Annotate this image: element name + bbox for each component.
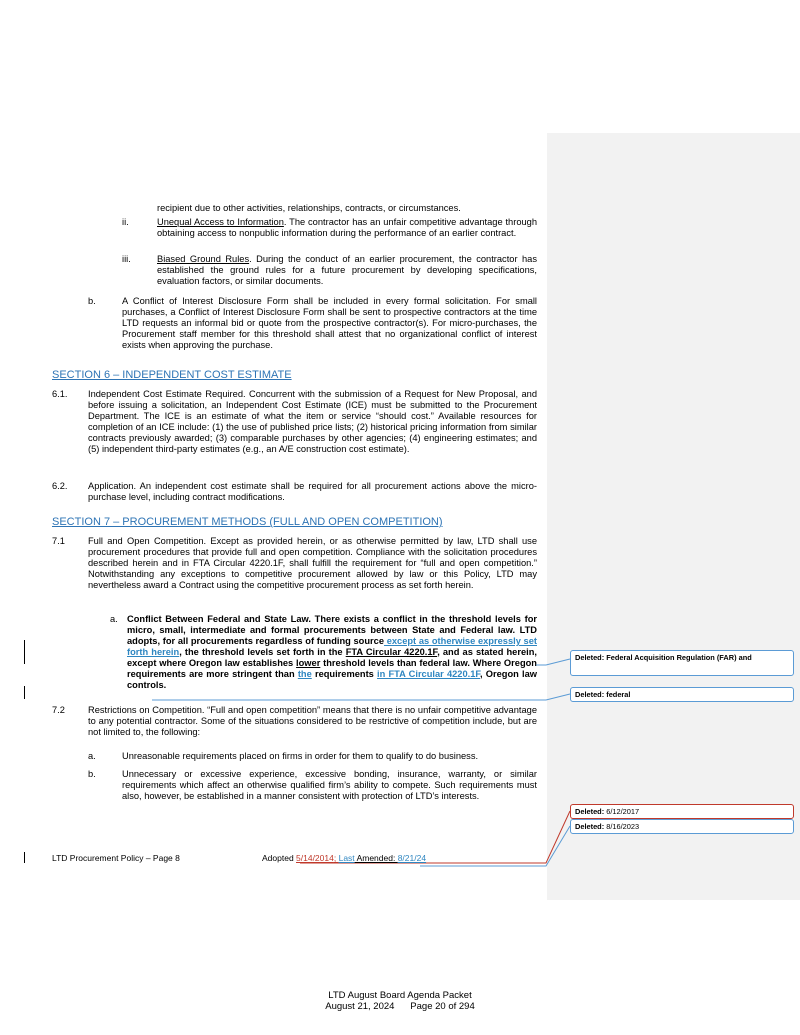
item-text: . The contractor has an unfair competitive advantage through obtaining access to nonpublic information during the performance of an earlier contract. — [157, 217, 538, 238]
packet-date: August 21, 2024 — [325, 1001, 395, 1012]
footer-adopted — [262, 853, 426, 863]
deleted-comment-balloon[interactable] — [570, 819, 794, 834]
text-run: , Oregon law controls. — [127, 669, 537, 690]
full-open-competition-paragraph: Full and Open Competition. Except as provided herein, or as otherwise permitted by law, LTD shall use procurement procedures that provide full and open competition. Compliance with the solicitation procedures described herein and in FTA Circular 4220.1F, shall fulfill the requirement for “full and open competition.” Notwithstanding any exceptions to competitive procurement allowed by law or this Policy, LTD may nevertheless award a Contract using the competitive procurement process as set forth herein. — [88, 536, 537, 590]
adopted-date: 5/14/2014 — [296, 853, 334, 863]
item-title: Unequal Access to Information — [157, 217, 284, 227]
continuation-line: recipient due to other activities, relationships, contracts, or circumstances. — [157, 203, 461, 213]
para-num-a: a. — [110, 614, 118, 624]
text-run: Amended: — [354, 853, 398, 863]
comment-text: Federal Acquisition Regulation (FAR) and — [606, 653, 752, 662]
comment-label: Deleted: — [575, 822, 605, 831]
packet-date-page — [0, 1001, 800, 1012]
text-run: , the threshold levels set forth in the — [179, 647, 346, 657]
fta-circular-ref: FTA Circular 4220.1F — [345, 647, 438, 657]
ice-required-paragraph: Independent Cost Estimate Required. Concurrent with the submission of a Request for New Proposal, and before issuing a solicitation, an Independent Cost Estimate (ICE) must be submitted to the Procurement Department. The ICE is an estimate of what the item or service “should cost.” Available resources for completion of an ICE include: (1) the use of published price lists; (2) historical pricing information from similar contracts previously awarded; (3) comparable purchases by other agencies; (4) engineering estimates; and (5) independent third-party estimates (e.g., an A/E construction cost estimate). — [88, 389, 537, 454]
section-6-heading[interactable]: SECTION 6 – INDEPENDENT COST ESTIMATE — [52, 369, 292, 381]
comment-text: 8/16/2023 — [606, 822, 640, 831]
restrictions-paragraph: Restrictions on Competition. “Full and open competition” means that there is no unfair competitive advantage to any potential contractor. Some of the situations considered to be restrictive of competition include, but are not limited to, the following: — [88, 705, 537, 737]
deleted-comment-balloon[interactable] — [570, 804, 794, 819]
text-run: threshold levels than federal law. Where Oregon requirements are more stringent than — [127, 658, 537, 679]
list-num-b: b. — [88, 769, 96, 779]
comment-text: federal — [606, 690, 631, 699]
footer-page-label: LTD Procurement Policy – Page 8 — [52, 853, 180, 863]
para-num-7-2: 7.2 — [52, 705, 65, 715]
comment-label: Deleted: — [575, 807, 605, 816]
item-title: Biased Ground Rules — [157, 254, 250, 264]
inserted-text: in FTA Circular 4220.1F — [377, 669, 481, 679]
list-num-a: a. — [88, 751, 96, 761]
lower-word: lower — [296, 658, 321, 668]
excessive-requirements-item: Unnecessary or excessive experience, excessive bonding, insurance, warranty, or similar requirements which affect an otherwise qualified firm’s ability to compete. Such requirements must also, however, be established in a manner consistent with protection of LTD’s interests. — [122, 769, 537, 801]
item-num-iii: iii. — [122, 254, 131, 264]
packet-title: LTD August Board Agenda Packet — [328, 990, 472, 1001]
para-num-7-1: 7.1 — [52, 536, 65, 546]
deleted-comment-balloon[interactable] — [570, 687, 794, 702]
inserted-text: except as otherwise expressly set forth herein — [127, 636, 537, 657]
packet-page: Page 20 of 294 — [410, 1001, 475, 1012]
comment-label: Deleted: — [575, 690, 605, 699]
para-num-6-2: 6.2. — [52, 481, 68, 491]
unreasonable-requirements-item: Unreasonable requirements placed on firms in order for them to qualify to do business. — [122, 751, 479, 761]
inserted-text: the — [297, 669, 312, 679]
text-run: Conflict Between Federal and State Law. There exists a conflict in the threshold levels for micro, small, intermediate and formal procurements between State and Federal law. LTD adopts, for all procurements regardless of funding source — [127, 614, 537, 646]
application-paragraph: Application. An independent cost estimate shall be required for all procurement actions above the micro-purchase level, including contract modifications. — [88, 481, 537, 502]
deleted-comment-balloon[interactable] — [570, 650, 794, 676]
item-text: . During the conduct of an earlier procurement, the contractor has established the ground rules for a future procurement by developing specifications, evaluation factors, or similar documents. — [157, 254, 537, 286]
item-num-ii: ii. — [122, 217, 129, 227]
text-run: , and as stated herein, except where Oregon law establishes — [127, 647, 537, 668]
disclosure-paragraph: A Conflict of Interest Disclosure Form shall be included in every formal solicitation. For small purchases, a Conflict of Interest Disclosure Form shall be sent to prospective contractors at the time LTD requests an informal bid or quote from the prospective contractor(s). For micro-purchases, the Procurement staff member for this threshold shall attest that no organizational conflict of interest exists when approving the purchase. — [122, 296, 537, 350]
para-num-6-1: 6.1. — [52, 389, 68, 399]
text-run: Adopted — [262, 853, 297, 863]
section-7-heading[interactable]: SECTION 7 – PROCUREMENT METHODS (FULL AND OPEN COMPETITION) — [52, 516, 443, 528]
comment-text: 6/12/2017 — [606, 807, 640, 816]
text-run: requirements — [311, 669, 378, 679]
comment-label: Deleted: — [575, 653, 605, 662]
last-word: Last — [338, 853, 355, 863]
item-num-b: b. — [88, 296, 96, 306]
text-run: ; — [333, 853, 339, 863]
amended-date: 8/21/24 — [397, 853, 427, 863]
